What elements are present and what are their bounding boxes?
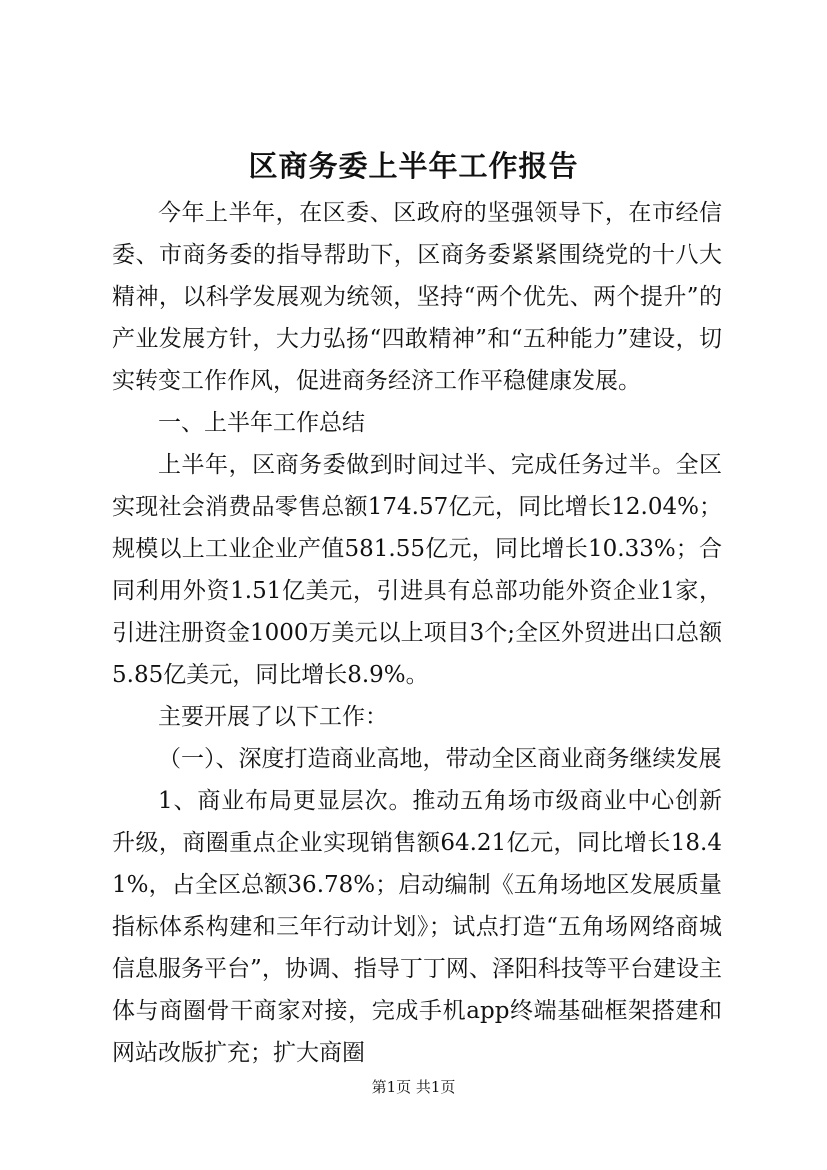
work-intro-paragraph: 主要开展了以下工作： xyxy=(158,704,388,730)
page-footer: 第1页 共1页 xyxy=(371,1078,456,1096)
document-title: 区商务委上半年工作报告 xyxy=(248,149,579,183)
document-body xyxy=(112,192,722,1074)
commerce-layout-paragraph: 1、商业布局更显层次。推动五角场市级商业中心创新升级，商圈重点企业实现销售额64.21亿元，同比增长18.41%，占全区总额36.78%；启动编制《五角场地区发展质量指标体系构建和三年行动计划》；试点打造“五角场网络商城信息服务平台”，协调、指导丁丁网、泽阳科技等平台建设主体与商圈骨干商家对接，完成手机app终端基础框架搭建和网站改版扩充；扩大商圈 xyxy=(112,788,722,1066)
summary-paragraph: 上半年，区商务委做到时间过半、完成任务过半。全区实现社会消费品零售总额174.57亿元，同比增长12.04%；规模以上工业企业产值581.55亿元，同比增长10.33%；合同利用外资1.51亿美元，引进具有总部功能外资企业1家，引进注册资金1000万美元以上项目3个;全区外贸进出口总额5.85亿美元，同比增长8.9%。 xyxy=(112,452,722,688)
intro-paragraph: 今年上半年，在区委、区政府的坚强领导下，在市经信委、市商务委的指导帮助下，区商务委紧紧围绕党的十八大精神，以科学发展观为统领，坚持“两个优先、两个提升”的产业发展方针，大力弘扬“四敢精神”和“五种能力”建设，切实转变工作作风，促进商务经济工作平稳健康发展。 xyxy=(112,200,722,394)
section-heading: 一、上半年工作总结 xyxy=(158,410,365,436)
subsection-heading: （一）、深度打造商业高地，带动全区商业商务继续发展 xyxy=(158,746,722,772)
